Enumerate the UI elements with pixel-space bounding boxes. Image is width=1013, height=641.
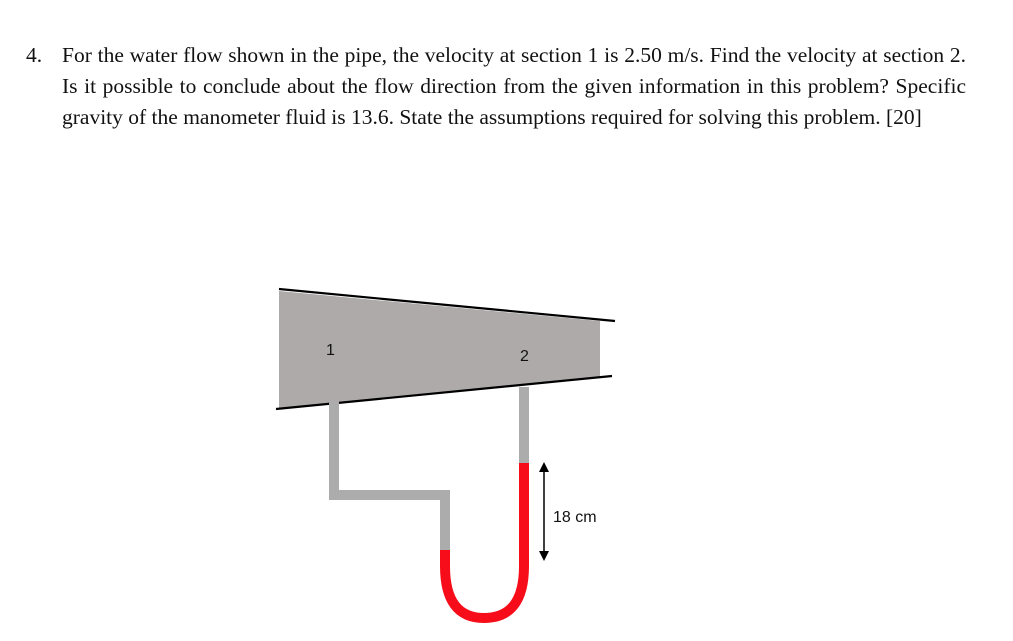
manometer-fluid	[445, 463, 524, 618]
problem-text: For the water flow shown in the pipe, the velocity at section 1 is 2.50 m/s. Find the velocity at section 2. Is it possible to conclude about the flow direction from the given information in this problem? Specific gravity of the manometer fluid is 13.6. State the assumptions required for solving this problem. [20]	[62, 43, 966, 129]
section-2-label: 2	[520, 348, 529, 365]
manometer-left-tube	[334, 401, 445, 552]
arrow-up-icon	[539, 462, 549, 472]
height-label: 18 cm	[553, 509, 597, 526]
section-1-label: 1	[326, 342, 335, 359]
arrow-down-icon	[539, 551, 549, 561]
problem-number: 4.	[26, 43, 43, 67]
